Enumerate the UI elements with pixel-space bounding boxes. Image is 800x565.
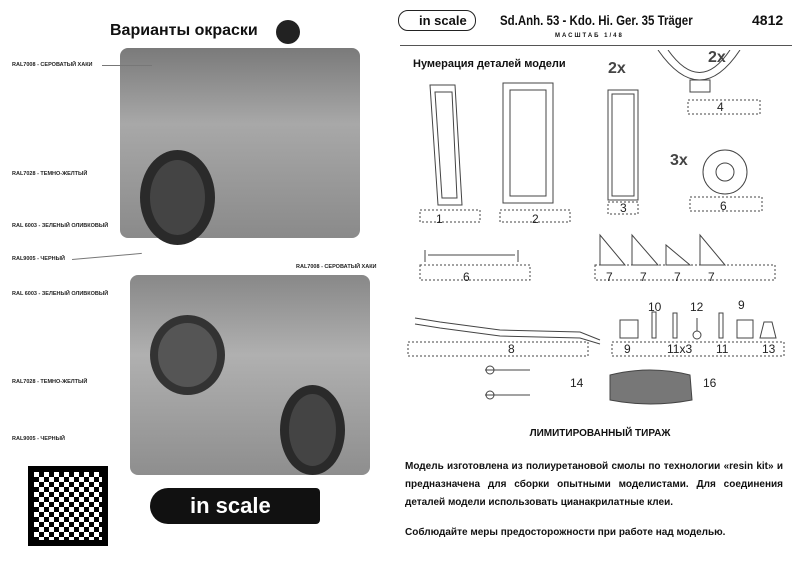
part-number: 1: [436, 212, 443, 226]
part-number: 9: [624, 342, 631, 356]
header-logo: in scale: [398, 10, 476, 31]
part-number: 4: [717, 100, 724, 114]
part-16: [610, 370, 692, 404]
part-number: 8: [508, 342, 515, 356]
part-4: [658, 50, 740, 80]
instructions-text: Модель изготовлена из полиуретановой смолы по технологии «resin kit» и предназначена для сборки опытными моделистами. Для соединения деталей модели использовать цианакрилатные клеи.: [405, 461, 783, 508]
spare-wheel-image: [150, 315, 225, 395]
kit-title: Sd.Anh. 53 - Kdo. Hi. Ger. 35 Träger: [500, 12, 693, 28]
part-number: 3: [620, 201, 627, 215]
part-12: [693, 331, 701, 339]
paint-label: RAL7028 - ТЕМНО-ЖЕЛТЫЙ: [12, 171, 88, 177]
part-number: 6: [720, 199, 727, 213]
part-number: 13: [762, 342, 776, 356]
paint-schemes-title: Варианты окраски: [110, 22, 258, 39]
part-number: 16: [703, 376, 717, 390]
part-number: 7: [674, 270, 681, 284]
limited-edition: ЛИМИТИРОВАННЫЙ ТИРАЖ: [529, 428, 671, 439]
part-11: [673, 313, 677, 338]
part-number: 2: [532, 212, 539, 226]
paint-label: RAL 6003 - ЗЕЛЕНЫЙ ОЛИВКОВЫЙ: [12, 291, 109, 297]
brush-logo-icon: [276, 20, 300, 44]
part-9: [620, 320, 638, 338]
parts-heading: Нумерация деталей модели: [413, 58, 566, 70]
part-number: 11: [716, 342, 729, 356]
part-7: [600, 235, 725, 265]
part-13: [760, 322, 776, 338]
part-number: 6: [463, 270, 470, 284]
scale-label: МАСШТАБ 1/48: [555, 33, 624, 39]
quantity-label: 2x: [708, 49, 726, 66]
part-10: [652, 312, 656, 338]
quantity-label: 3x: [670, 152, 688, 169]
paint-label: RAL9005 - ЧЕРНЫЙ: [12, 256, 65, 262]
quantity-label: 2x: [608, 60, 626, 77]
part-1: [430, 85, 462, 205]
paint-label: RAL 6003 - ЗЕЛЕНЫЙ ОЛИВКОВЫЙ: [12, 223, 109, 229]
parts-diagram: [400, 50, 800, 410]
part-number: 9: [738, 298, 745, 312]
part-number: 12: [690, 300, 704, 314]
part-8: [415, 318, 600, 344]
divider: [400, 45, 792, 46]
part-number: 7: [606, 270, 613, 284]
kit-number: 4812: [752, 12, 784, 28]
safety-text: Соблюдайте меры предосторожности при работе над моделью.: [405, 527, 726, 538]
paint-label: RAL9005 - ЧЕРНЫЙ: [12, 436, 65, 442]
part-number: 10: [648, 300, 662, 314]
wheel-image: [280, 385, 345, 475]
logo-text: in scale: [190, 493, 271, 518]
part-number: 7: [708, 270, 715, 284]
part-6-axle: [425, 250, 518, 262]
paint-label: RAL7008 - СЕРОВАТЫЙ ХАКИ: [12, 62, 93, 68]
wheel-image: [140, 150, 215, 245]
in-scale-logo: [150, 488, 320, 524]
paint-label: RAL7008 - СЕРОВАТЫЙ ХАКИ: [296, 264, 377, 270]
paint-label: RAL7028 - ТЕМНО-ЖЕЛТЫЙ: [12, 379, 88, 385]
part-number: 11x3: [667, 342, 693, 356]
qr-code: [28, 466, 108, 546]
part-number: 7: [640, 270, 647, 284]
part-6-wheel: [703, 150, 747, 194]
part-number: 14: [570, 376, 584, 390]
